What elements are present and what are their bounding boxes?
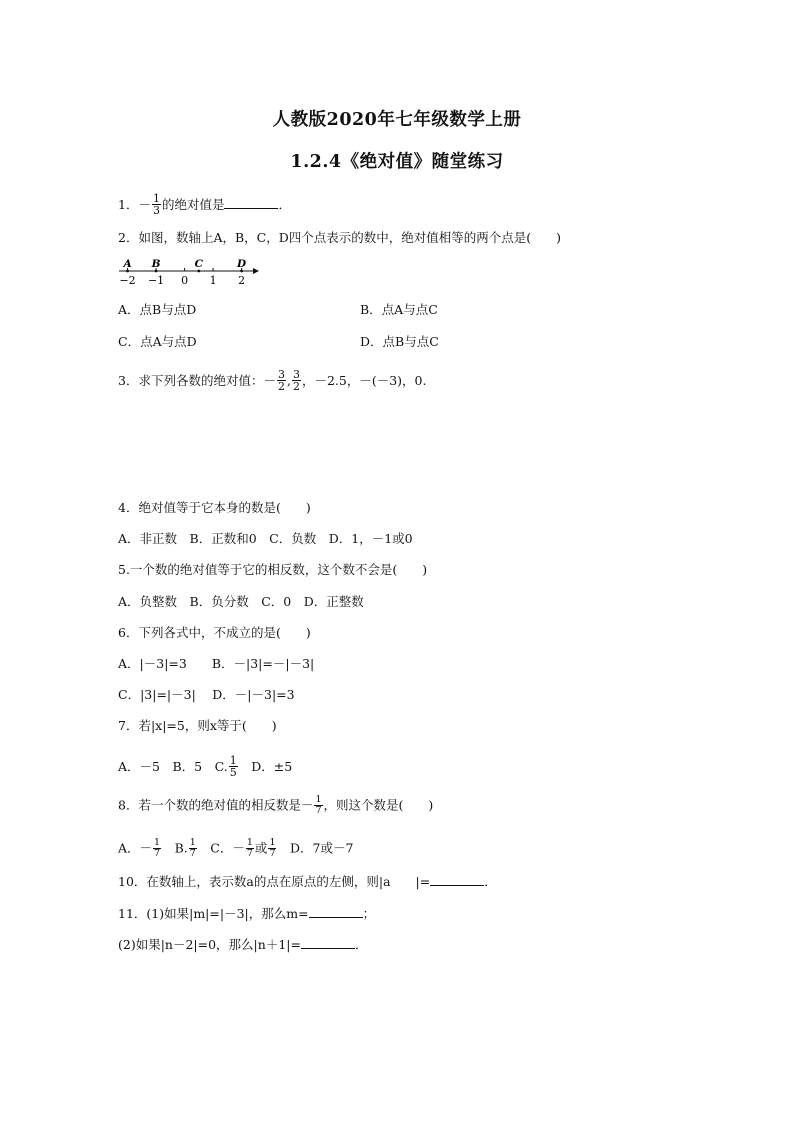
- document-subtitle: 1.2.4《绝对值》随堂练习: [290, 152, 504, 172]
- number-line-tick-label: 1: [209, 274, 217, 287]
- number-line-point-label: D: [237, 258, 247, 270]
- number-line: [117, 257, 267, 287]
- q4-options[interactable]: A．非正数 B．正数和0 C．负数 D．1，－1或0: [118, 531, 413, 546]
- q2-option-b[interactable]: B．点A与点C: [360, 302, 438, 317]
- number-line-tick-label: 0: [181, 274, 189, 287]
- question-6: 6．下列各式中，不成立的是( ): [118, 625, 311, 640]
- q6-options-ab[interactable]: A．|－3|=3 B．－|3|=－|－3|: [118, 656, 315, 671]
- number-line-arrow: [253, 268, 259, 274]
- question-8: 8．若一个数的绝对值的相反数是－ $\frac{1}{7}$ ，则这个数是( ): [118, 794, 434, 816]
- answer-blank[interactable]: [430, 874, 484, 886]
- fraction: $\frac{1}{7}$: [315, 794, 322, 816]
- question-5: 5.一个数的绝对值等于它的相反数，这个数不会是( ): [118, 562, 428, 577]
- fraction: $\frac{1}{5}$: [229, 754, 237, 779]
- fraction: $\frac{1}{7}$: [189, 837, 196, 859]
- fraction: $\frac{3}{2}$: [277, 368, 285, 393]
- fraction: $\frac{1}{3}$: [152, 192, 160, 217]
- number-line-tick-label: −2: [119, 274, 136, 287]
- number-line-point: [126, 270, 129, 273]
- question-4: 4．绝对值等于它本身的数是( ): [118, 500, 311, 515]
- q7-options[interactable]: A．－5 B．5 C. $\frac{1}{5}$ D．±5: [118, 754, 293, 779]
- number-line-point: [240, 270, 243, 273]
- question-11-part-2: (2)如果|n－2|=0，那么|n＋1|= ．: [118, 937, 368, 952]
- fraction: $\frac{1}{7}$: [154, 837, 161, 859]
- number-line-tick-label: 2: [238, 274, 246, 287]
- q2-option-a[interactable]: A．点B与点D: [118, 302, 197, 317]
- answer-blank[interactable]: [301, 937, 355, 949]
- q6-options-cd[interactable]: C．|3|=|－3| D．－|－3|=3: [118, 687, 295, 702]
- q8-options[interactable]: A．－ $\frac{1}{7}$ B. $\frac{1}{7}$ C．－ $\frac{1}{7}$ 或 $\frac{1}{7}$ D．7或－7: [118, 837, 354, 859]
- q5-options[interactable]: A．负整数 B．负分数 C．0 D．正整数: [118, 594, 364, 609]
- question-11-part-1: 11．(1)如果|m|=|－3|，那么m= ；: [118, 906, 376, 921]
- answer-blank[interactable]: [309, 906, 363, 918]
- number-line-point-label: A: [123, 258, 132, 270]
- number-line-point-label: B: [151, 258, 161, 270]
- document-title: 人教版2020年七年级数学上册: [272, 110, 522, 130]
- number-line-point-label: C: [194, 258, 204, 270]
- fraction: $\frac{1}{7}$: [269, 837, 276, 859]
- answer-blank[interactable]: [224, 197, 278, 209]
- q2-option-d[interactable]: D．点B与点C: [360, 334, 439, 349]
- number-line-point: [155, 270, 158, 273]
- question-7: 7．若|x|=5，则x等于( ): [118, 718, 277, 733]
- number-line-tick-label: −1: [147, 274, 165, 287]
- fraction: $\frac{1}{7}$: [246, 837, 253, 859]
- q2-option-c[interactable]: C．点A与点D: [118, 334, 197, 349]
- number-line-point: [197, 270, 200, 273]
- question-2: 2．如图，数轴上A，B，C，D四个点表示的数中，绝对值相等的两个点是( ): [118, 230, 562, 245]
- question-1: 1．－ $\frac{1}{3}$ 的绝对值是 ．: [118, 192, 291, 217]
- question-10: 10．在数轴上，表示数a的点在原点的左侧，则|a |= ．: [118, 874, 497, 889]
- question-3: 3．求下列各数的绝对值：－ $\frac{3}{2}$ , $\frac{3}{2}$ ，－2.5，－(－3)，0.: [118, 368, 427, 393]
- fraction: $\frac{3}{2}$: [292, 368, 300, 393]
